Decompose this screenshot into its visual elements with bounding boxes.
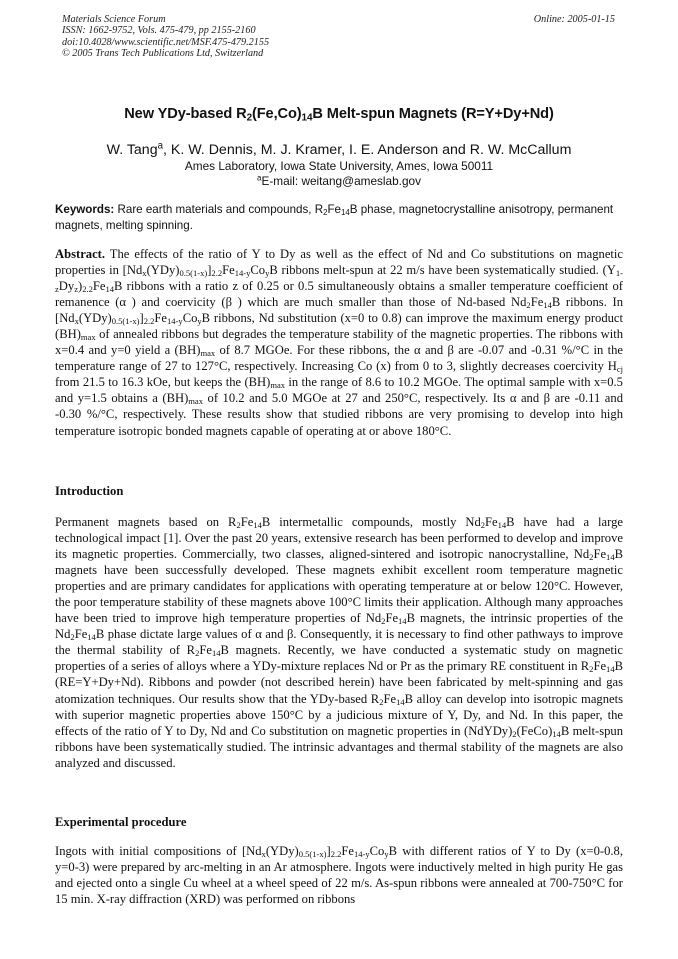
keywords-label: Keywords:	[55, 203, 115, 216]
introduction-heading: Introduction	[55, 484, 124, 498]
issn-line: ISSN: 1662-9752, Vols. 475-479, pp 2155-2160	[62, 25, 256, 37]
doi-line: doi:10.4028/www.scientific.net/MSF.475-479.2155	[62, 36, 270, 48]
experimental-paragraph: Ingots with initial compositions of $[Nd_x(YDy)_{0.5(1-x)}]_{2.2}Fe_{14-y}Co_yB$ with different ratios of Y to Dy (x=0-0.8, y=0-3) were prepared by arc-melting in an Ar atmosphere. Ingots were inductively melted in high purity He gas and ejected onto a single Cu wheel at a wheel speed of 22 m/s. As-spun ribbons were annealed at 700-750°C for 15 min. X-ray diffraction (XRD) was performed on ribbons	[55, 844, 623, 907]
affiliation-line: Ames Laboratory, Iowa State University, Ames, Iowa 50011	[184, 159, 494, 173]
experimental-heading: Experimental procedure	[55, 815, 187, 829]
keywords: Keywords: Rare earth materials and compounds, $R_2Fe_{14}B$ phase, magnetocrystalline anisotropy, permanent magnets, melting spinning.	[55, 203, 614, 232]
paper-title: New YDy-based $R_2(Fe,Co)_{14}B$ Melt-spun Magnets (R=Y+Dy+Nd)	[124, 106, 554, 124]
copyright-line: © 2005 Trans Tech Publications Ltd, Switzerland	[62, 48, 264, 60]
abstract-label: Abstract.	[55, 247, 106, 261]
email-line: $^a$E-mail: weitang@ameslab.gov	[257, 173, 421, 188]
journal-header	[62, 14, 269, 60]
author-list: W. Tang$^a$, K. W. Dennis, M. J. Kramer, I. E. Anderson and R. W. McCallum	[106, 140, 572, 158]
abstract: Abstract. The effects of the ratio of Y to Dy as well as the effect of Nd and Co substitutions on magnetic properties in $[Nd_x(YDy)_{0.5(1-x)}]_{2.2}Fe_{14-y}Co_yB$ ribbons melt-spun at 22 m/s have been systematically studied. $(Y_{1-z}Dy_z)_{2.2}Fe_{14}B$ ribbons with a ratio z of 0.25 or 0.5 simultaneously obtains a smaller temperature coefficient of remanence (α ) and coervicity (β ) which are much smaller than those of Nd-based $Nd_2Fe_{14}B$ ribbons. In $[Nd_x(YDy)_{0.5(1-x)}]_{2.2}Fe_{14-y}Co_yB$ ribbons, Nd substitution (x=0 to 0.8) can improve the maximum energy product $(BH)_{max}$ of annealed ribbons but degrades the temperature stability of the magnetic properties. The ribbons with x=0.4 and y=0 yield a $(BH)_{max}$ of 8.7 MGOe. For these ribbons, the α and β are -0.07 and -0.31 %/°C in the temperature range of 27 to 127°C, respectively. Increasing Co (x) from 0 to 3, slightly decreases coercivity $H_{cj}$ from 21.5 to 16.3 kOe, but keeps the $(BH)_{max}$ in the range of 8.6 to 10.2 MGOe. The optimal sample with x=0.5 and y=1.5 obtains a $(BH)_{max}$ of 10.2 and 5.0 MGOe at 27 and 250°C, respectively. Its α and β are -0.11 and -0.30 %/°C, respectively. These results show that studied ribbons are very promising to develop into high temperature isotropic bonded magnets capable of operating at or above 180°C.	[55, 247, 623, 438]
introduction-paragraph: Permanent magnets based on $R_2Fe_{14}B$ intermetallic compounds, mostly $Nd_2Fe_{14}B$ have had a large technological impact [1]. Over the past 20 years, extensive research has been performed to develop and improve its magnetic properties. Commercially, two classes, aligned-sintered and isotropic nanocrystalline, $Nd_2Fe_{14}B$ magnets have been successfully developed. These magnets exhibit excellent room temperature magnetic properties and are primary candidates for applications with operating temperature at or below 120°C. However, the poor temperature stability of these magnets above 100°C limits their application. Although many approaches have been tried to improve high temperature properties of $Nd_2Fe_{14}B$ magnets, the intrinsic properties of the $Nd_2Fe_{14}B$ phase dictate large values of α and β. Consequently, it is necessary to find other pathways to improve the thermal stability of $R_2Fe_{14}B$ magnets. Recently, we have conducted a systematic study on magnetic properties of a series of alloys where a YDy-mixture replaces Nd or Pr as the primary RE constituent in $R_2Fe_{14}B$ (RE=Y+Dy+Nd). Ribbons and powder (not described herein) have been fabricated by melt-spinning and gas atomization techniques. Our results show that the YDy-based $R_2Fe_{14}B$ alloy can develop into isotropic magnets with superior magnetic properties above 150°C by a judicious mixture of Y, Dy, and Nd. In this paper, the effects of the ratio of Y to Dy, Nd and Co substitution on magnetic properties in $(NdYDy)_2(FeCo)_{14}B$ melt-spun ribbons have been systematically studied. The intrinsic advantages and thermal stability of the magnets are also analyzed and discussed.	[55, 515, 624, 770]
affiliation	[0, 159, 678, 189]
online-date: Online: 2005-01-15	[533, 14, 615, 25]
journal-name: Materials Science Forum	[62, 14, 166, 25]
